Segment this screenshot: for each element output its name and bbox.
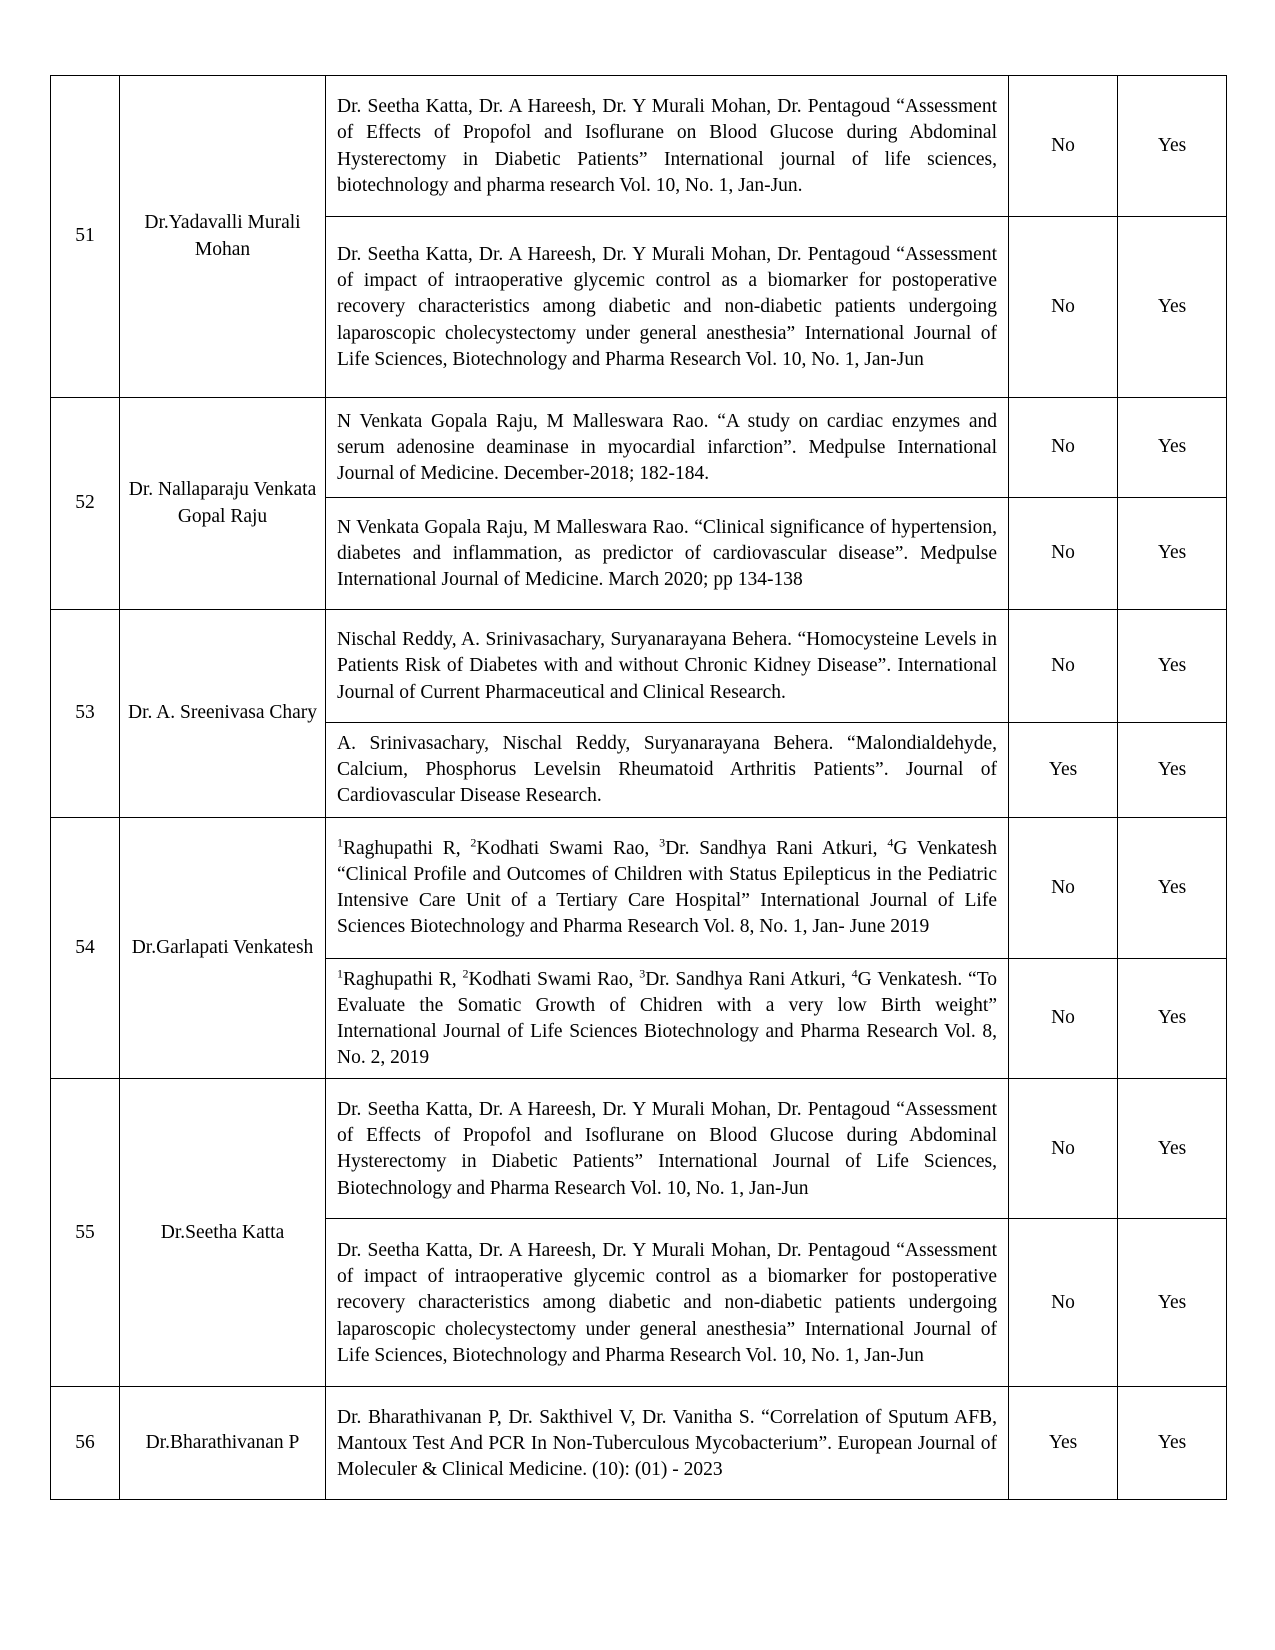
publication-citation: N Venkata Gopala Raju, M Malleswara Rao. “A study on cardiac enzymes and serum adenosine deaminase in myocardial infarction”. Medpulse International Journal of Medicine. December-2018; 182-184. xyxy=(326,398,1009,498)
status-cell: No xyxy=(1009,817,1118,958)
faculty-name: Dr.Yadavalli Murali Mohan xyxy=(120,76,326,398)
status-cell: No xyxy=(1009,1219,1118,1387)
author: Dr. Sandhya Rani Atkuri, xyxy=(665,837,888,859)
citation-text: G Venkatesh “Clinical Profile and Outcomes of Children with Status Epilepticus in the Pediatric Intensive Care Unit of a Tertiary Care Hospital” International Journal of Life Sciences Biotechnology and Pharma Research Vol. 8, No. 1, Jan- June 2019 xyxy=(337,837,997,938)
author: Kodhati Swami Rao, xyxy=(468,968,640,990)
author: Raghupathi R, xyxy=(343,968,463,990)
status-cell: No xyxy=(1009,76,1118,217)
publication-citation xyxy=(326,817,1009,958)
author-index: 2 xyxy=(462,966,469,981)
status-cell: No xyxy=(1009,610,1118,723)
faculty-name: Dr.Garlapati Venkatesh xyxy=(120,817,326,1079)
status-cell: Yes xyxy=(1118,76,1227,217)
publication-citation: Dr. Seetha Katta, Dr. A Hareesh, Dr. Y Murali Mohan, Dr. Pentagoud “Assessment of impact of intraoperative glycemic control as a biomarker for postoperative recovery characteristics among diabetic and non-diabetic patients undergoing laparoscopic cholecystectomy under general anesthesia” International Journal of Life Sciences, Biotechnology and Pharma Research Vol. 10, No. 1, Jan-Jun xyxy=(326,1219,1009,1387)
faculty-name: Dr.Seetha Katta xyxy=(120,1079,326,1387)
author: Raghupathi R, xyxy=(343,837,471,859)
serial-number: 53 xyxy=(51,610,120,818)
table-row xyxy=(51,76,1227,217)
publication-citation: Dr. Seetha Katta, Dr. A Hareesh, Dr. Y Murali Mohan, Dr. Pentagoud “Assessment of Effects of Propofol and Isoflurane on Blood Glucose during Abdominal Hysterectomy in Diabetic Patients” International Journal of Life Sciences, Biotechnology and Pharma Research Vol. 10, No. 1, Jan-Jun xyxy=(326,1079,1009,1219)
table-row xyxy=(51,1387,1227,1500)
publication-citation: Nischal Reddy, A. Srinivasachary, Suryanarayana Behera. “Homocysteine Levels in Patients Risk of Diabetes with and without Chronic Kidney Disease”. International Journal of Current Pharmaceutical and Clinical Research. xyxy=(326,610,1009,723)
faculty-name: Dr. A. Sreenivasa Chary xyxy=(120,610,326,818)
author-index: 3 xyxy=(639,966,646,981)
status-cell: No xyxy=(1009,958,1118,1079)
status-cell: Yes xyxy=(1118,1079,1227,1219)
publication-citation: A. Srinivasachary, Nischal Reddy, Suryanarayana Behera. “Malondialdehyde, Calcium, Phosphorus Levelsin Rheumatoid Arthritis Patients”. Journal of Cardiovascular Disease Research. xyxy=(326,723,1009,818)
serial-number: 56 xyxy=(51,1387,120,1500)
status-cell: Yes xyxy=(1118,610,1227,723)
table-row xyxy=(51,1079,1227,1219)
author-index: 4 xyxy=(851,966,858,981)
table-row xyxy=(51,817,1227,958)
serial-number: 51 xyxy=(51,76,120,398)
serial-number: 52 xyxy=(51,398,120,610)
status-cell: Yes xyxy=(1118,1387,1227,1500)
author-index: 1 xyxy=(337,966,343,981)
publication-citation: Dr. Seetha Katta, Dr. A Hareesh, Dr. Y Murali Mohan, Dr. Pentagoud “Assessment of Effects of Propofol and Isoflurane on Blood Glucose during Abdominal Hysterectomy in Diabetic Patients” International journal of life sciences, biotechnology and pharma research Vol. 10, No. 1, Jan-Jun. xyxy=(326,76,1009,217)
author-index: 2 xyxy=(470,835,477,850)
status-cell: Yes xyxy=(1118,958,1227,1079)
status-cell: Yes xyxy=(1118,217,1227,398)
status-cell: Yes xyxy=(1009,723,1118,818)
publication-citation: Dr. Bharathivanan P, Dr. Sakthivel V, Dr. Vanitha S. “Correlation of Sputum AFB, Mantoux Test And PCR In Non-Tuberculous Mycobacterium”. European Journal of Moleculer & Clinical Medicine. (10): (01) - 2023 xyxy=(326,1387,1009,1500)
publication-citation: N Venkata Gopala Raju, M Malleswara Rao. “Clinical significance of hypertension, diabetes and inflammation, as predictor of cardiovascular disease”. Medpulse International Journal of Medicine. March 2020; pp 134-138 xyxy=(326,498,1009,610)
status-cell: No xyxy=(1009,1079,1118,1219)
author: Dr. Sandhya Rani Atkuri, xyxy=(645,968,852,990)
status-cell: No xyxy=(1009,217,1118,398)
publications-table xyxy=(50,75,1227,1500)
faculty-name: Dr. Nallaparaju Venkata Gopal Raju xyxy=(120,398,326,610)
status-cell: Yes xyxy=(1118,498,1227,610)
author-index: 4 xyxy=(887,835,894,850)
status-cell: No xyxy=(1009,498,1118,610)
status-cell: Yes xyxy=(1118,398,1227,498)
author-index: 1 xyxy=(337,835,343,850)
faculty-name: Dr.Bharathivanan P xyxy=(120,1387,326,1500)
status-cell: Yes xyxy=(1118,1219,1227,1387)
serial-number: 55 xyxy=(51,1079,120,1387)
table-row xyxy=(51,610,1227,723)
author: Kodhati Swami Rao, xyxy=(476,837,660,859)
status-cell: Yes xyxy=(1118,817,1227,958)
publication-citation xyxy=(326,958,1009,1079)
publication-citation: Dr. Seetha Katta, Dr. A Hareesh, Dr. Y Murali Mohan, Dr. Pentagoud “Assessment of impact of intraoperative glycemic control as a biomarker for postoperative recovery characteristics among diabetic and non-diabetic patients undergoing laparoscopic cholecystectomy under general anesthesia” International Journal of Life Sciences, Biotechnology and Pharma Research Vol. 10, No. 1, Jan-Jun xyxy=(326,217,1009,398)
status-cell: Yes xyxy=(1009,1387,1118,1500)
serial-number: 54 xyxy=(51,817,120,1079)
table-row xyxy=(51,398,1227,498)
status-cell: Yes xyxy=(1118,723,1227,818)
author-index: 3 xyxy=(659,835,666,850)
status-cell: No xyxy=(1009,398,1118,498)
citation-text: G Venkatesh. “To Evaluate the Somatic Growth of Chidren with a very low Birth weight” International Journal of Life Sciences Biotechnology and Pharma Research Vol. 8, No. 2, 2019 xyxy=(337,968,998,1069)
